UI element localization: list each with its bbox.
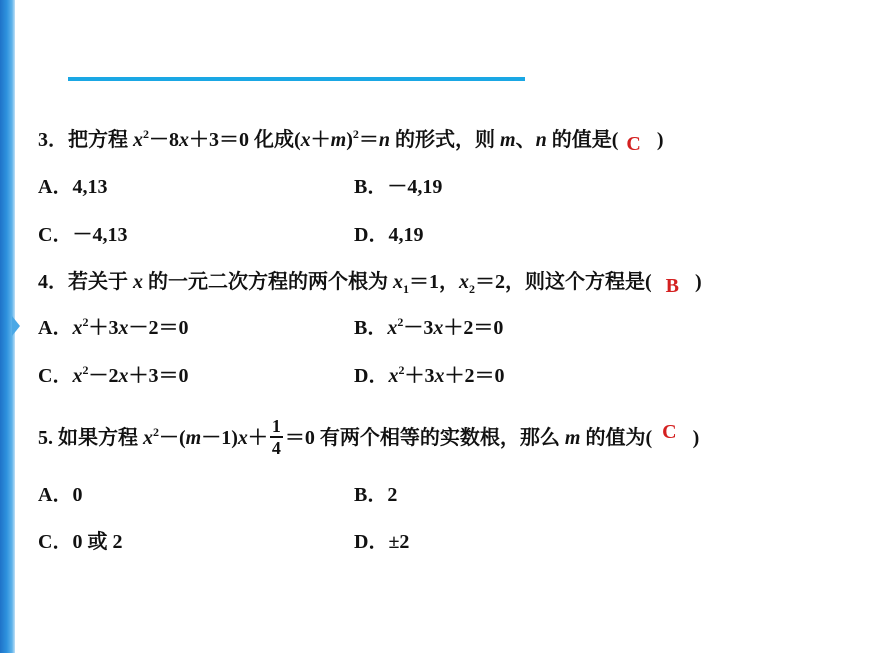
var-m: m — [500, 129, 516, 151]
q3-text: ＝ — [358, 129, 379, 151]
q3-option-d: D．4,19 — [354, 224, 424, 246]
q4-option-c — [38, 364, 188, 390]
var-x: x — [133, 129, 143, 151]
question-4 — [38, 270, 702, 296]
var-m: m — [185, 427, 202, 449]
q3-option-a: A．4,13 — [38, 176, 108, 198]
var-x: x — [393, 271, 403, 293]
q5-text: ) — [692, 427, 700, 449]
q4-text: 若关于 — [68, 271, 133, 293]
var-x: x — [179, 129, 189, 151]
q4-text: 的一元二次方程的两个根为 — [143, 271, 393, 293]
var-n: n — [378, 129, 391, 151]
q5-text: －( — [159, 427, 186, 449]
option-text: －3 — [403, 317, 434, 339]
exponent: 2 — [82, 363, 89, 377]
q5-option-b: B．2 — [354, 484, 398, 506]
var-x: x — [72, 317, 83, 339]
subscript: 2 — [469, 282, 475, 296]
var-x: x — [459, 271, 469, 293]
q5-option-d: D．±2 — [354, 531, 410, 553]
q5-text: ＋ — [247, 427, 268, 449]
exponent: 2 — [398, 363, 405, 377]
left-arrow-tab — [12, 316, 20, 336]
var-x: x — [433, 317, 444, 339]
answer-mark: C — [662, 421, 677, 443]
var-x: x — [300, 129, 311, 151]
q4-option-a — [38, 316, 188, 342]
var-x: x — [237, 427, 248, 449]
option-label: D． — [354, 365, 389, 387]
answer-mark: B — [665, 275, 680, 297]
q5-text: 如果方程 — [53, 427, 143, 449]
option-text: －2＝0 — [128, 317, 189, 339]
q3-text: －8 — [149, 129, 179, 151]
fraction-numerator: 1 — [271, 416, 281, 437]
q3-number: 3． — [38, 129, 68, 151]
q3-option-c: C．－4,13 — [38, 224, 128, 246]
q4-option-b — [354, 316, 503, 342]
fraction-denominator: 4 — [271, 438, 281, 459]
q4-text: ＝2，则这个方程是( — [475, 271, 652, 293]
var-x: x — [434, 365, 445, 387]
exponent: 2 — [352, 127, 359, 141]
option-text: ＋2＝0 — [443, 317, 504, 339]
option-text: ＋3＝0 — [128, 365, 189, 387]
answer-mark: C — [626, 133, 641, 155]
option-text: ＋3 — [88, 317, 119, 339]
q5-option-c: C．0 或 2 — [38, 531, 123, 553]
exponent: 2 — [82, 315, 89, 329]
exponent: 2 — [153, 425, 159, 439]
var-x: x — [388, 365, 399, 387]
q5-number: 5. — [38, 427, 53, 449]
header-underline — [68, 77, 525, 81]
exponent: 2 — [143, 127, 149, 141]
fraction-one-quarter — [270, 416, 283, 458]
q3-text: ) — [346, 129, 353, 151]
q3-text: ) — [656, 129, 664, 151]
q5-text: 的值为( — [580, 427, 653, 449]
q4-number: 4． — [38, 271, 68, 293]
exponent: 2 — [397, 315, 404, 329]
var-m: m — [330, 129, 347, 151]
q3-text: ＋ — [310, 129, 331, 151]
option-text: ＋2＝0 — [444, 365, 505, 387]
q3-text: 把方程 — [68, 129, 133, 151]
var-x: x — [133, 271, 143, 293]
question-3 — [38, 128, 664, 154]
var-m: m — [564, 427, 581, 449]
option-label: A． — [38, 317, 73, 339]
q3-text: 的值是( — [546, 129, 619, 151]
option-text: －2 — [88, 365, 119, 387]
q3-option-b: B．－4,19 — [354, 176, 443, 198]
var-x: x — [387, 317, 398, 339]
q5-text: －1) — [201, 427, 238, 449]
option-label: C． — [38, 365, 73, 387]
var-n: n — [535, 129, 547, 151]
option-label: B． — [354, 317, 388, 339]
question-5 — [38, 416, 699, 462]
q4-text: ) — [695, 271, 702, 293]
q5-text: ＝0 有两个相等的实数根，那么 — [284, 427, 565, 449]
var-x: x — [118, 317, 129, 339]
option-text: ＋3 — [404, 365, 435, 387]
q3-text: 、 — [515, 129, 536, 151]
q4-text: ＝1， — [409, 271, 459, 293]
subscript: 1 — [403, 282, 409, 296]
var-x: x — [118, 365, 129, 387]
q3-text: 的形式，则 — [390, 129, 501, 151]
q4-option-d — [354, 364, 504, 390]
var-x: x — [72, 365, 83, 387]
var-x: x — [143, 427, 153, 449]
q3-text: ＋3＝0 化成( — [189, 129, 301, 151]
q5-option-a: A．0 — [38, 484, 83, 506]
